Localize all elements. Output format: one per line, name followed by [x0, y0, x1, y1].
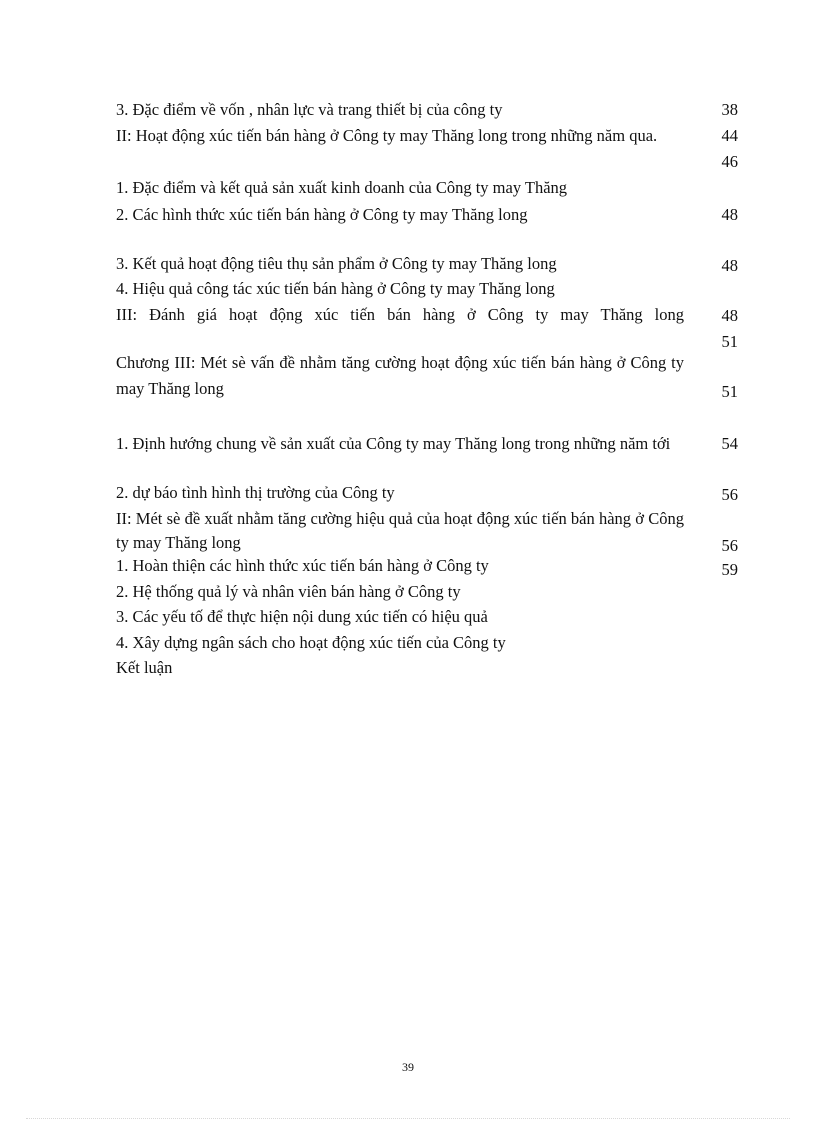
- page-number: 46: [721, 152, 738, 171]
- page-number: 48: [721, 306, 738, 325]
- toc-entry: II: Mét sè đề xuất nhằm tăng cường hiệu quả của hoạt động xúc tiến bán hàng ở Công ty may Thăng long: [116, 509, 684, 552]
- page-number: 54: [721, 434, 738, 453]
- page-number: 38: [721, 100, 738, 119]
- toc-entry: 2. Các hình thức xúc tiến bán hàng ở Công ty may Thăng long: [116, 205, 528, 224]
- page-number: 44: [721, 126, 738, 145]
- page-number: 51: [721, 332, 738, 351]
- page-number: 48: [721, 205, 738, 224]
- toc-conclusion: Kết luận: [116, 658, 173, 677]
- toc-entry: 2. dự báo tình hình thị trường của Công ty: [116, 483, 395, 502]
- page-number: 59: [721, 560, 738, 579]
- toc-entry: II: Hoạt động xúc tiến bán hàng ở Công ty may Thăng long trong những năm qua.: [116, 126, 658, 145]
- toc-entry: 1. Hoàn thiện các hình thức xúc tiến bán hàng ở Công ty: [116, 556, 489, 575]
- toc-entry: III: Đánh giá hoạt động xúc tiến bán hàng ở Công ty may Thăng long: [116, 305, 684, 324]
- toc-entry: 1. Định hướng chung về sản xuất của Công ty may Thăng long trong những năm tới: [116, 434, 671, 453]
- page-number: 51: [721, 382, 738, 401]
- page-number: 56: [721, 536, 738, 555]
- toc-entry: 4. Hiệu quả công tác xúc tiến bán hàng ở Công ty may Thăng long: [116, 279, 555, 298]
- page-number: 56: [721, 485, 738, 504]
- page-bottom-divider: [26, 1118, 790, 1119]
- page-number: 48: [721, 256, 738, 275]
- toc-chapter-entry: Chương III: Mét sè vấn đề nhằm tăng cường hoạt động xúc tiến bán hàng ở Công ty may Thăng long: [116, 353, 684, 398]
- toc-entry: 1. Đặc điểm và kết quả sản xuất kinh doanh của Công ty may Thăng: [116, 178, 568, 197]
- toc-entry: 3. Kết quả hoạt động tiêu thụ sản phẩm ở Công ty may Thăng long: [116, 254, 557, 273]
- toc-entry: 2. Hệ thống quả lý và nhân viên bán hàng ở Công ty: [116, 582, 461, 601]
- toc-entry: 3. Đặc điểm về vốn , nhân lực và trang thiết bị của công ty: [116, 100, 503, 119]
- toc-entry: 4. Xây dựng ngân sách cho hoạt động xúc tiến của Công ty: [116, 633, 506, 652]
- toc-entry: 3. Các yếu tố để thực hiện nội dung xúc tiến có hiệu quả: [116, 607, 488, 626]
- footer-page-number: 39: [402, 1060, 414, 1074]
